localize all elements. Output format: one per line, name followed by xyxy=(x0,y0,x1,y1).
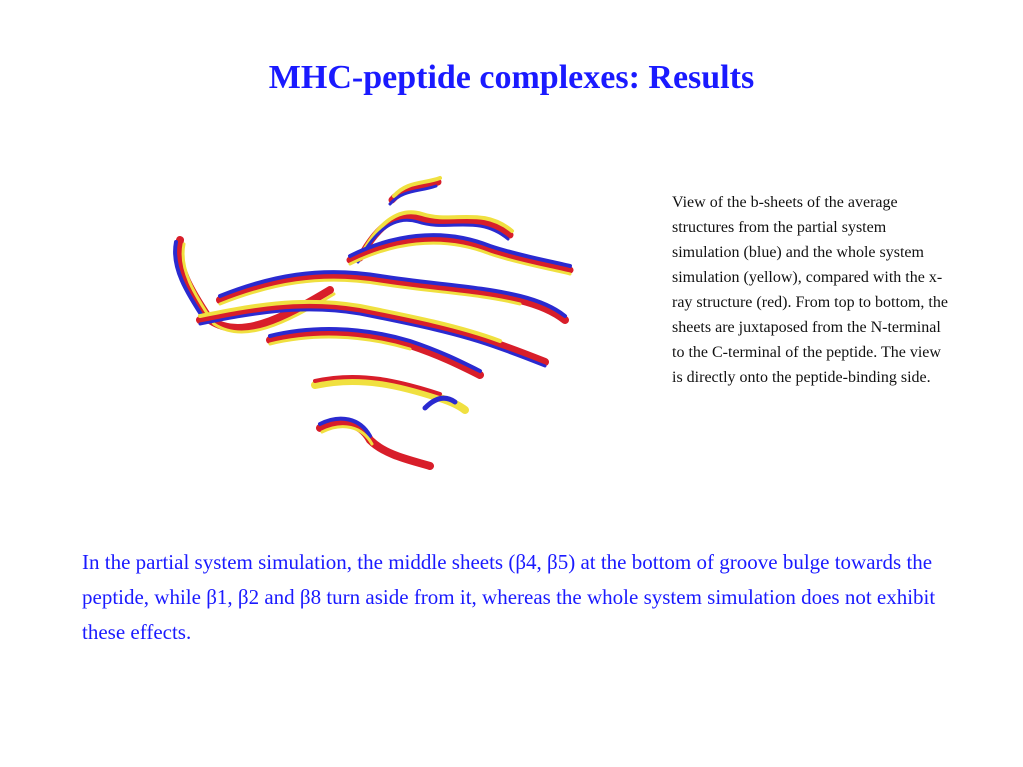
beta-sheet-ribbon-figure xyxy=(160,170,590,480)
results-paragraph: In the partial system simulation, the middle sheets (β4, β5) at the bottom of groove bulge towards the peptide, while β1, β2 and β8 turn aside from it, whereas the whole system simulation does not exhibit these effects. xyxy=(82,550,936,644)
figure-caption: View of the b-sheets of the average structures from the partial system simulation (blue) and the whole system simulation (yellow), compared with the x-ray structure (red). From top to bottom, the sheets are juxtaposed from the N-terminal to the C-terminal of the peptide. The view is directly onto the peptide-binding side. xyxy=(672,194,948,386)
slide-title: MHC-peptide complexes: Results xyxy=(268,59,755,96)
